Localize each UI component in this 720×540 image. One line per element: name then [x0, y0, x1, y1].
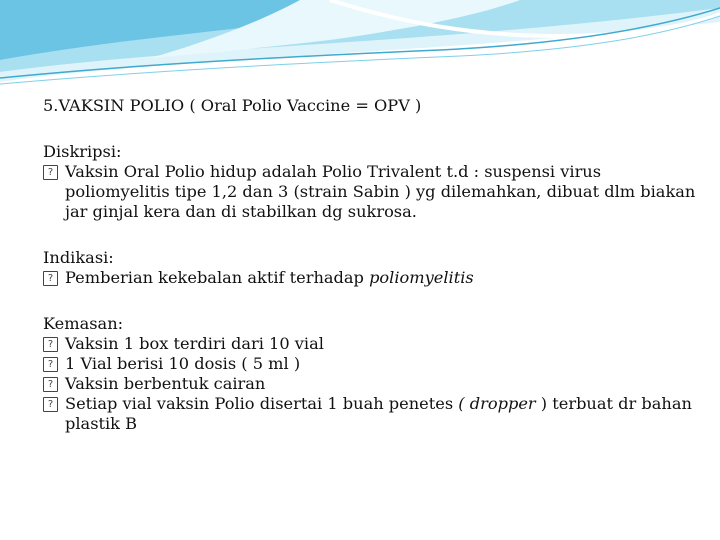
- diskripsi-title-suffix: :: [116, 142, 122, 161]
- indikasi-text: Pemberian kekebalan aktif terhadap: [65, 268, 370, 287]
- indikasi-italic: poliomyelitis: [369, 268, 474, 287]
- bullet-text: Vaksin berbentuk cairan: [65, 374, 266, 393]
- bullet-text: Vaksin 1 box terdiri dari 10 vial: [65, 334, 324, 353]
- slide-content: [43, 96, 703, 460]
- bullet-text: Vaksin Oral Polio hidup adalah Polio Trivalent t.d : suspensi virus poliomyelitis tipe 1,2 dan 3 (strain Sabin ) yg dilemahkan, dibuat dlm biakan jar ginjal kera dan di stabilkan dg sukrosa.: [65, 162, 696, 221]
- kemasan-bullet: [43, 354, 703, 374]
- bullet-box-icon: ?: [43, 337, 58, 352]
- section-title-kemasan: Kemasan:: [43, 314, 124, 333]
- section-title-indikasi: Indikasi:: [43, 248, 114, 267]
- bullet-text: [65, 394, 703, 434]
- diskripsi-bullet: [43, 162, 703, 222]
- diskripsi-title-text: Diskripsi: [43, 142, 117, 161]
- bullet-box-icon: ?: [43, 271, 58, 286]
- section-title-diskripsi: [43, 142, 703, 162]
- kemasan-last-after: ) terbuat dr bahan plastik B: [65, 394, 692, 433]
- header-wave-decoration: [0, 0, 720, 90]
- bullet-box-icon: ?: [43, 165, 58, 180]
- bullet-box-icon: ?: [43, 377, 58, 392]
- kemasan-last-italic: ( dropper: [458, 394, 536, 413]
- section-kemasan: [43, 314, 703, 434]
- section-indikasi: [43, 248, 703, 288]
- kemasan-last-before: Setiap vial vaksin Polio disertai 1 buah penetes: [65, 394, 459, 413]
- indikasi-bullet: [43, 268, 703, 288]
- slide-heading: 5.VAKSIN POLIO ( Oral Polio Vaccine = OPV ): [43, 96, 422, 115]
- kemasan-bullet: [43, 334, 703, 354]
- kemasan-bullet: [43, 394, 703, 434]
- bullet-box-icon: ?: [43, 357, 58, 372]
- bullet-text: [65, 268, 703, 288]
- bullet-box-icon: ?: [43, 397, 58, 412]
- bullet-text: 1 Vial berisi 10 dosis ( 5 ml ): [65, 354, 301, 373]
- section-diskripsi: [43, 142, 703, 222]
- kemasan-bullet: [43, 374, 703, 394]
